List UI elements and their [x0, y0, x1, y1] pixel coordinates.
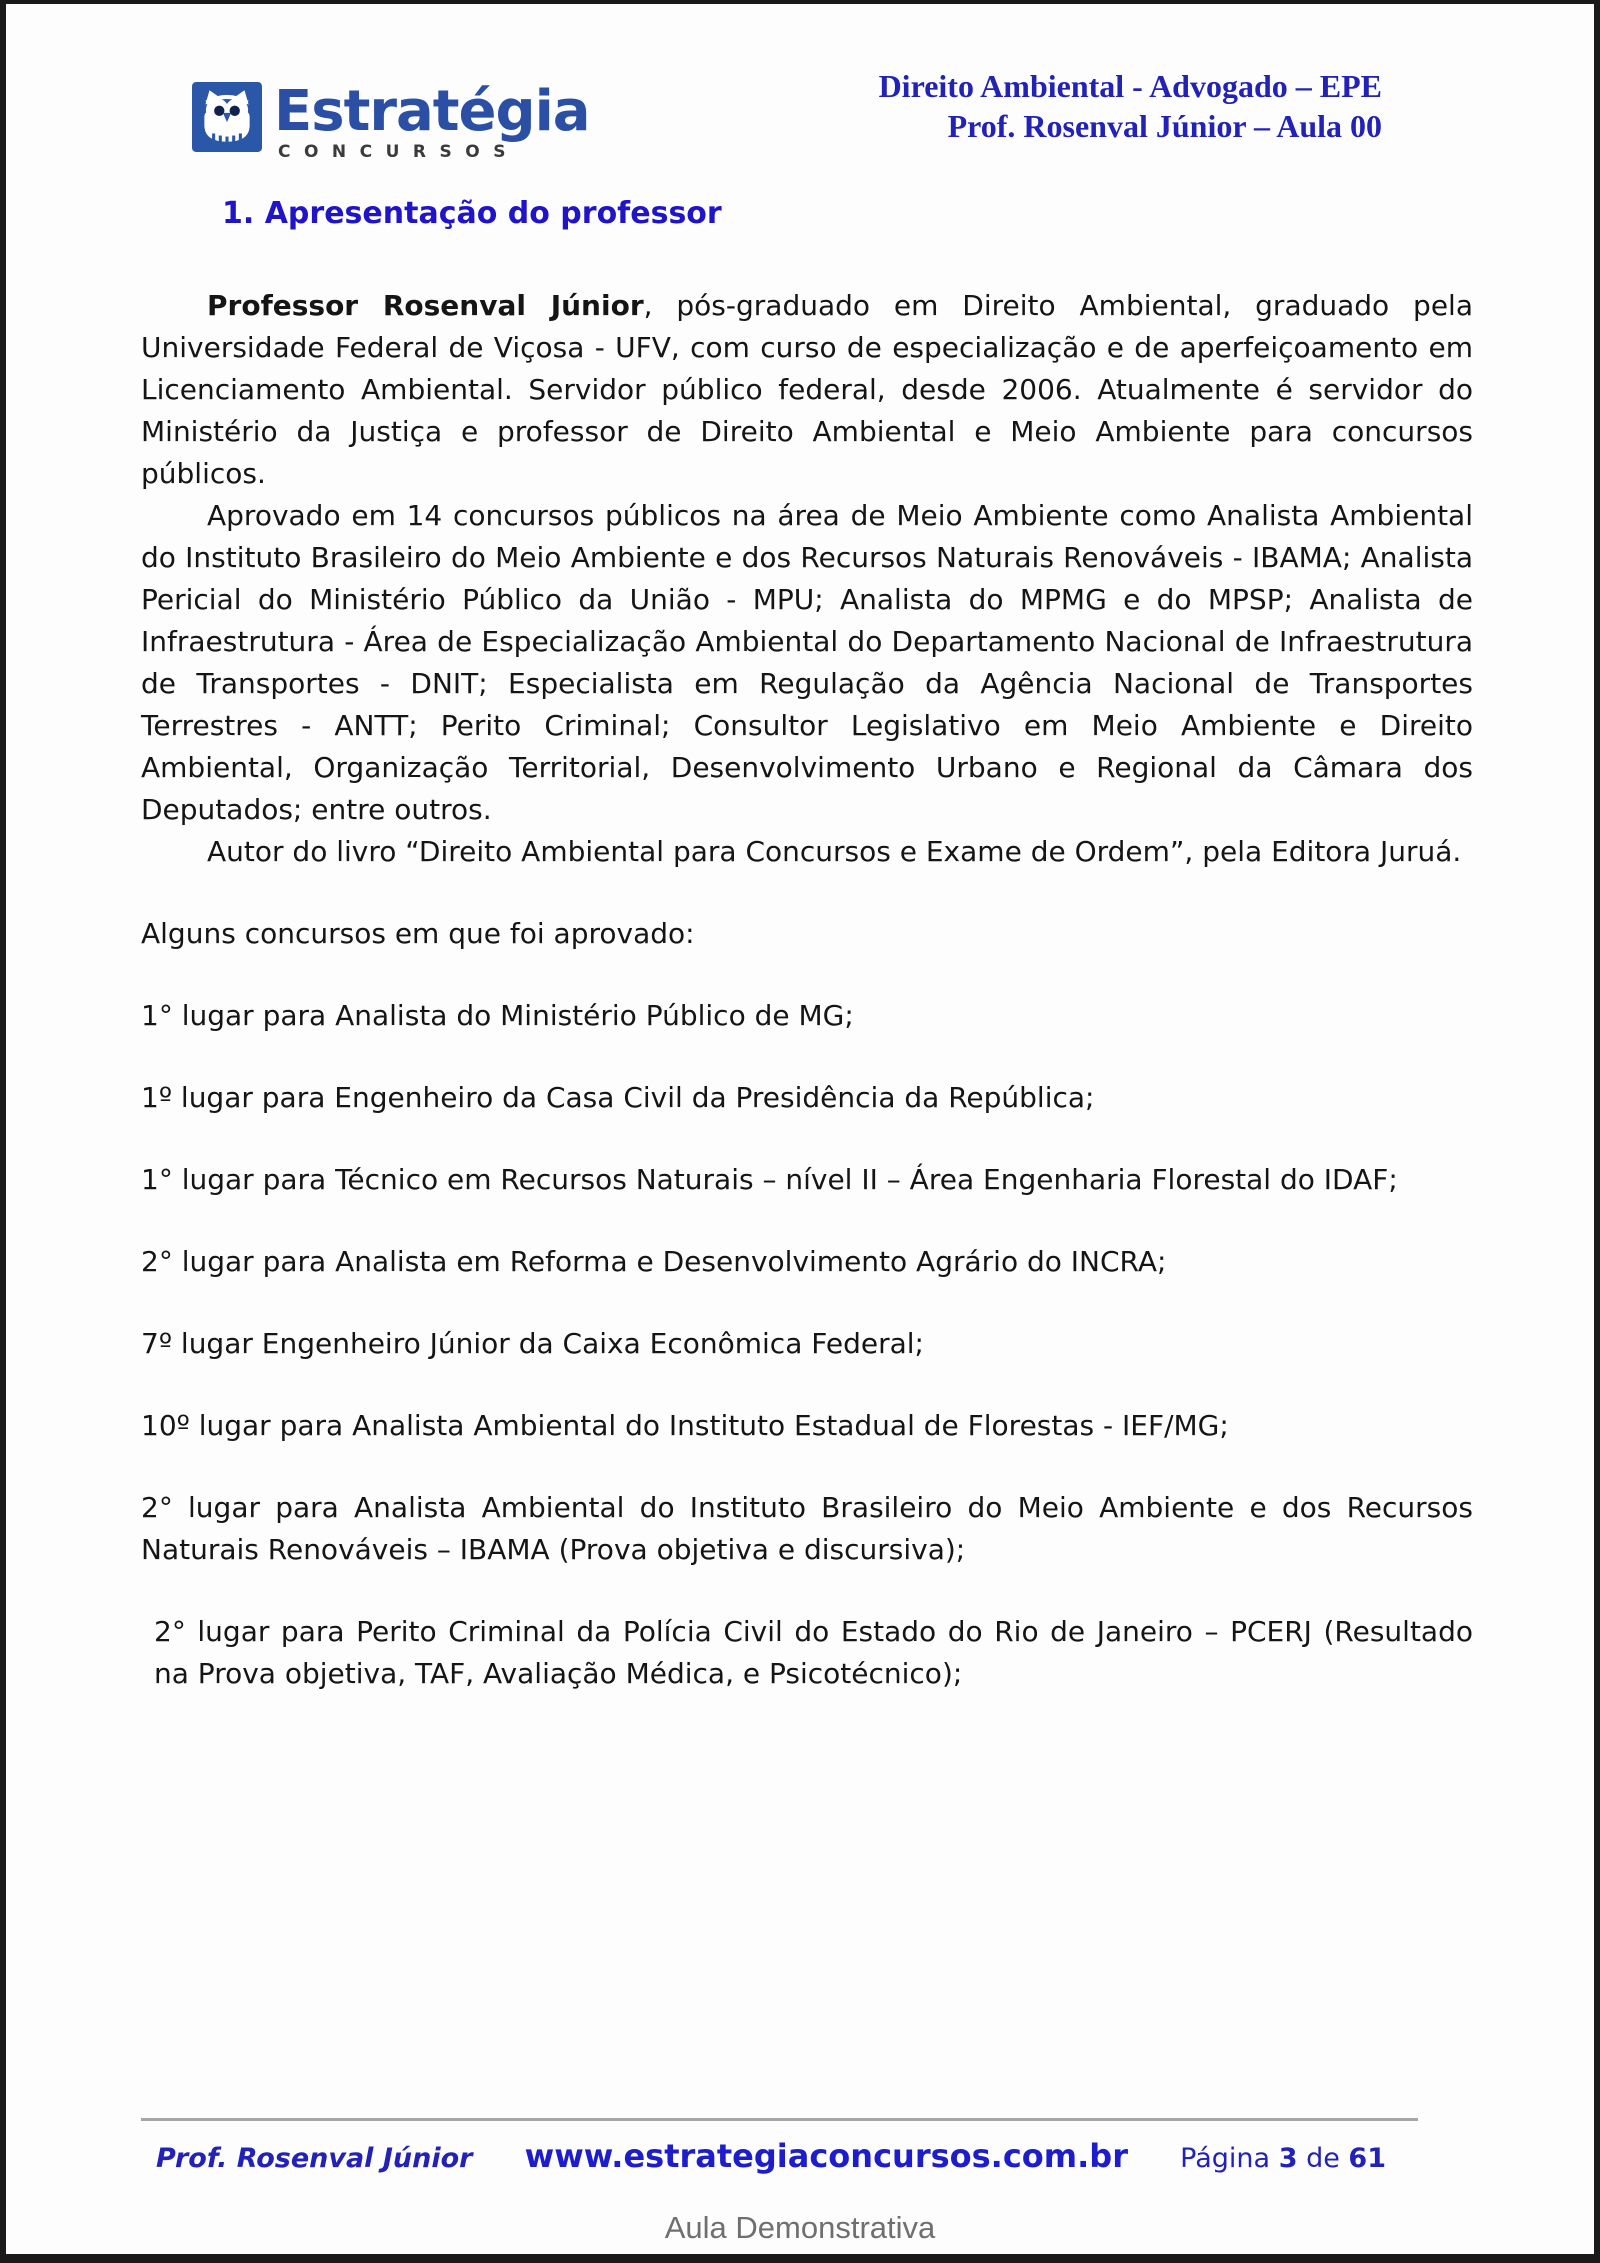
list-item: 1° lugar para Técnico em Recursos Naturais – nível II – Área Engenharia Florestal do IDAF; — [141, 1163, 1398, 1196]
page-footer — [156, 2137, 1386, 2175]
footer-page-total: 61 — [1348, 2143, 1386, 2174]
header-course-info — [879, 66, 1382, 146]
footer-page-number: 3 — [1278, 2143, 1298, 2174]
paragraph-professor-bio: Professor Rosenval Júnior, pós-graduado em Direito Ambiental, graduado pela Universidade Federal de Viçosa - UFV, com curso de especialização e de aperfeiçoamento em Licenciamento Ambiental. Servidor público federal, desde 2006. Atualmente é servidor do Ministério da Justiça e professor de Direito Ambiental e Meio Ambiente para concursos públicos. — [141, 289, 1473, 490]
header-professor-line: Prof. Rosenval Júnior – Aula 00 — [947, 108, 1382, 144]
list-item: 1º lugar para Engenheiro da Casa Civil da Presidência da República; — [141, 1081, 1095, 1114]
estrategia-logo — [192, 79, 590, 162]
list-item: 2° lugar para Perito Criminal da Polícia Civil do Estado do Rio de Janeiro – PCERJ (Resultado na Prova objetiva, TAF, Avaliação Médica, e Psicotécnico); — [154, 1615, 1473, 1690]
demo-watermark: Aula Demonstrativa — [664, 2210, 936, 2245]
logo-sub-text: CONCURSOS — [278, 142, 519, 162]
list-item: 2° lugar para Analista em Reforma e Desenvolvimento Agrário do INCRA; — [141, 1245, 1167, 1278]
paragraph-approvals: Aprovado em 14 concursos públicos na área de Meio Ambiente como Analista Ambiental do Instituto Brasileiro do Meio Ambiente e dos Recursos Naturais Renováveis - IBAMA; Analista Pericial do Ministério Público da União - MPU; Analista do MPMG e do MPSP; Analista de Infraestrutura - Área de Especialização Ambiental do Departamento Nacional de Infraestrutura de Transportes - DNIT; Especialista em Regulação da Agência Nacional de Transportes Terrestres - ANTT; Perito Criminal; Consultor Legislativo em Meio Ambiente e Direito Ambiental, Organização Territorial, Desenvolvimento Urbano e Regional da Câmara dos Deputados; entre outros. — [141, 499, 1473, 826]
list-intro: Alguns concursos em que foi aprovado: — [141, 917, 695, 950]
footer-divider — [141, 2118, 1418, 2121]
footer-page-indicator: Página 3 de 61 — [1180, 2143, 1386, 2174]
list-item: 10º lugar para Analista Ambiental do Instituto Estadual de Florestas - IEF/MG; — [141, 1409, 1229, 1442]
owl-icon — [192, 82, 262, 152]
document-body — [141, 285, 1473, 1695]
list-item: 1° lugar para Analista do Ministério Público de MG; — [141, 999, 854, 1032]
logo-brand-text: Estratégia — [274, 79, 590, 144]
paragraph-book: Autor do livro “Direito Ambiental para Concursos e Exame de Ordem”, pela Editora Juruá. — [207, 835, 1462, 868]
approval-list — [141, 995, 1473, 1695]
list-item: 2° lugar para Analista Ambiental do Instituto Brasileiro do Meio Ambiente e dos Recursos Naturais Renováveis – IBAMA (Prova objetiva e discursiva); — [141, 1491, 1473, 1566]
list-item: 7º lugar Engenheiro Júnior da Caixa Econômica Federal; — [141, 1327, 924, 1360]
professor-name-bold: Professor Rosenval Júnior — [207, 289, 644, 322]
footer-site-link[interactable]: www.estrategiaconcursos.com.br — [524, 2137, 1128, 2175]
section-heading: 1. Apresentação do professor — [222, 196, 722, 231]
footer-professor: Prof. Rosenval Júnior — [156, 2143, 473, 2174]
header-course-line: Direito Ambiental - Advogado – EPE — [878, 68, 1382, 104]
